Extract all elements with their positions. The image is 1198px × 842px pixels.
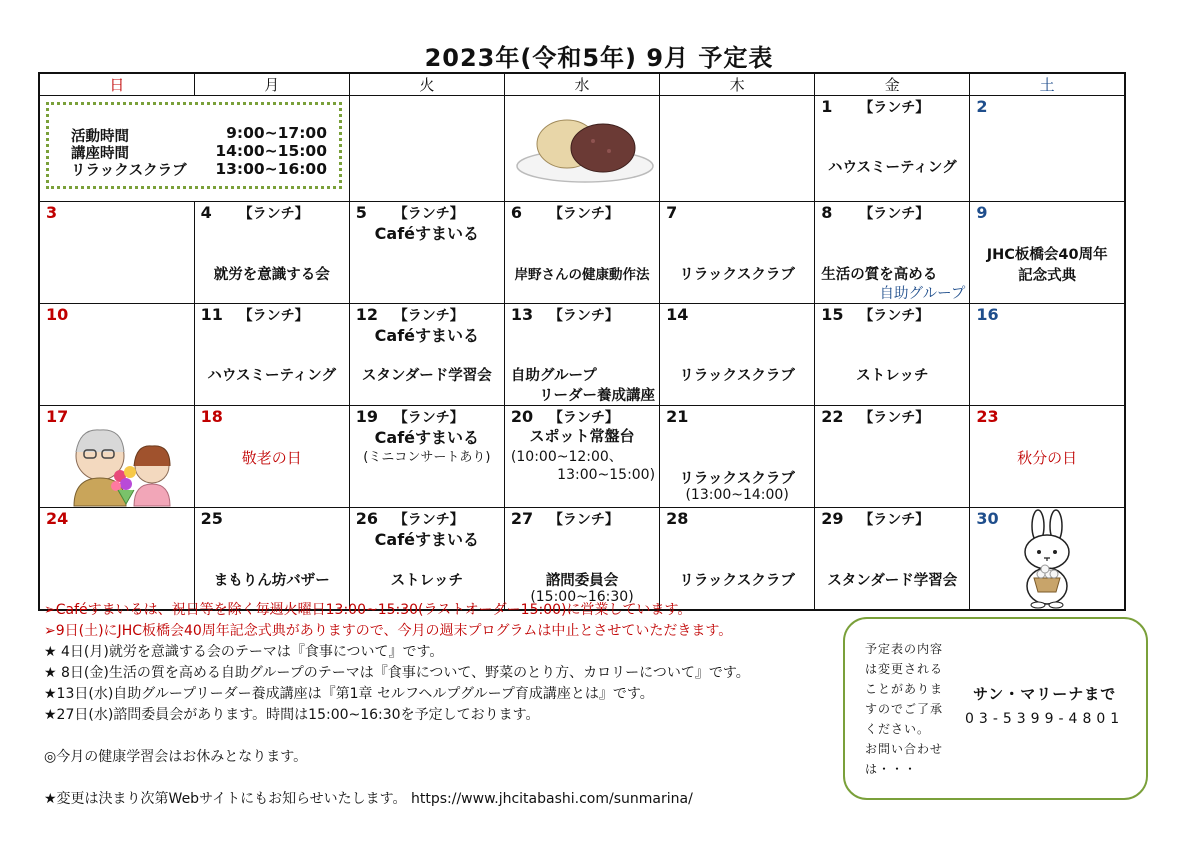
day-cell-empty — [349, 96, 504, 202]
day-number: 21 — [666, 407, 689, 426]
day-cell — [504, 406, 659, 508]
note-line — [44, 726, 750, 747]
contact-line: は・・・ — [865, 762, 918, 776]
event-label: 諮問委員会 — [545, 573, 619, 589]
lunch-label: 【ランチ】 — [548, 308, 619, 324]
week-row — [39, 96, 1125, 202]
day-number: 25 — [200, 509, 223, 528]
weekday-mon: 月 — [194, 73, 349, 96]
info-value: 9:00~17:00 — [226, 124, 327, 142]
event-label: 岸野さんの健康動作法 — [514, 267, 650, 283]
day-cell — [39, 508, 194, 611]
week-row — [39, 304, 1125, 406]
event-label: スタンダード学習会 — [361, 368, 492, 384]
day-cell — [815, 406, 970, 508]
cafe-label: Caféすまいる — [374, 326, 480, 345]
event-label: リラックスクラブ — [679, 267, 795, 283]
day-number: 12 — [355, 305, 379, 324]
weekday-thu: 木 — [660, 73, 815, 96]
event-label: まもりん坊バザー — [213, 573, 330, 589]
day-cell — [660, 304, 815, 406]
event-label: スタンダード学習会 — [827, 573, 958, 589]
day-number: 2 — [976, 97, 988, 116]
day-cell — [660, 406, 815, 508]
day-number: 8 — [821, 203, 833, 222]
contact-phone: 03-5399-4801 — [965, 711, 1125, 727]
day-cell — [194, 406, 349, 508]
event-label: JHC板橋会40周年 — [986, 247, 1108, 263]
lunch-label: 【ランチ】 — [548, 512, 619, 528]
day-cell — [504, 304, 659, 406]
week-row — [39, 202, 1125, 304]
lunch-label: 【ランチ】 — [859, 512, 930, 528]
day-number: 10 — [46, 305, 69, 324]
day-cell — [194, 202, 349, 304]
lunch-label: 【ランチ】 — [859, 410, 930, 426]
event-note: (10:00~12:00、 — [510, 449, 623, 465]
day-cell — [970, 304, 1125, 406]
hours-box — [46, 102, 342, 189]
lunch-label: 【ランチ】 — [238, 308, 309, 324]
lunch-label: 【ランチ】 — [393, 206, 464, 222]
event-label: ストレッチ — [856, 368, 929, 384]
note-line: ➢Caféすまいるは、祝日等を除く毎週火曜日13:00~15:30(ラストオーダー15:00)に営業しています。 — [44, 602, 692, 618]
event-label: ハウスミーティング — [207, 368, 337, 384]
weekday-wed: 水 — [504, 73, 659, 96]
holiday-label: 敬老の日 — [241, 449, 302, 467]
lunch-label: 【ランチ】 — [859, 308, 930, 324]
event-label: ハウスミーティング — [827, 160, 957, 176]
event-label: リラックスクラブ — [679, 368, 795, 384]
note-line: ★13日(水)自助グループリーダー養成講座は『第1章 セルフヘルプグループ育成講座とは』です。 — [44, 686, 654, 702]
day-number: 26 — [355, 509, 379, 528]
day-number: 3 — [46, 203, 58, 222]
day-cell — [815, 508, 970, 611]
day-number: 15 — [821, 305, 844, 324]
event-note: (15:00~16:30) — [530, 589, 634, 605]
week-row — [39, 406, 1125, 508]
weekday-tue: 火 — [349, 73, 504, 96]
event-label: リラックスクラブ — [679, 573, 795, 589]
lunch-label: 【ランチ】 — [393, 410, 464, 426]
day-number: 22 — [821, 407, 844, 426]
day-number: 9 — [976, 203, 988, 222]
note-line — [44, 768, 750, 789]
day-number: 23 — [976, 407, 999, 426]
day-number: 20 — [510, 407, 534, 426]
holiday-label: 秋分の日 — [1017, 449, 1078, 467]
event-label: 自助グループ — [879, 286, 966, 302]
day-number: 7 — [666, 203, 678, 222]
day-cell — [970, 508, 1125, 611]
day-cell — [194, 508, 349, 611]
notes-list — [44, 600, 750, 810]
lunch-label: 【ランチ】 — [548, 410, 619, 426]
day-number: 28 — [666, 509, 689, 528]
contact-line: ください。 — [865, 722, 931, 736]
day-number: 29 — [821, 509, 844, 528]
day-cell — [349, 304, 504, 406]
contact-line: お問い合わせ — [865, 742, 944, 756]
info-label: 活動時間 — [71, 129, 129, 145]
day-cell — [39, 304, 194, 406]
info-label: リラックスクラブ — [71, 163, 187, 179]
lunch-label: 【ランチ】 — [859, 206, 930, 222]
info-cell — [39, 96, 349, 202]
event-label: 就労を意識する会 — [213, 267, 330, 283]
day-cell — [39, 202, 194, 304]
day-cell — [349, 508, 504, 611]
day-number: 11 — [200, 305, 223, 324]
day-cell — [815, 96, 970, 202]
day-number: 5 — [355, 203, 367, 222]
contact-box — [843, 617, 1148, 800]
weekday-fri: 金 — [815, 73, 970, 96]
day-number: 18 — [200, 407, 223, 426]
note-line: ★27日(水)諮問委員会があります。時間は15:00~16:30を予定しております。 — [44, 707, 540, 723]
calendar — [38, 72, 1126, 611]
contact-notice — [865, 639, 953, 779]
event-label: リーダー養成講座 — [539, 388, 656, 404]
event-label: スポット常盤台 — [529, 427, 635, 445]
day-number: 16 — [976, 305, 999, 324]
day-number: 6 — [510, 203, 523, 222]
lunch-label: 【ランチ】 — [238, 206, 309, 222]
contact-name: サン・マリーナまで — [973, 685, 1117, 703]
info-label: 講座時間 — [71, 146, 129, 162]
ohagi-illustration — [505, 96, 660, 197]
day-cell — [815, 304, 970, 406]
grandparent-illustration — [40, 406, 194, 507]
note-line: ★変更は決まり次第Webサイトにもお知らせいたします。 https://www.jhcitabashi.com/sunmarina/ — [44, 791, 693, 807]
contact-line: は変更される — [865, 662, 944, 676]
weekday-header — [39, 73, 1125, 96]
day-cell-empty — [660, 96, 815, 202]
page-title: 2023年(令和5年) 9月 予定表 — [424, 44, 774, 72]
cafe-label: Caféすまいる — [374, 428, 480, 447]
event-label: リラックスクラブ — [679, 471, 795, 487]
day-cell — [349, 202, 504, 304]
contact-line: ことがありま — [865, 682, 944, 696]
lunch-label: 【ランチ】 — [393, 308, 464, 324]
cafe-label: Caféすまいる — [374, 530, 480, 549]
day-cell — [39, 406, 194, 508]
event-note: (ミニコンサートあり) — [363, 450, 491, 465]
day-number: 13 — [510, 305, 534, 324]
day-number: 4 — [200, 203, 212, 222]
day-number: 19 — [355, 407, 379, 426]
event-label: ストレッチ — [390, 573, 464, 589]
lunch-label: 【ランチ】 — [548, 206, 619, 222]
lunch-label: 【ランチ】 — [859, 100, 930, 116]
day-cell — [970, 96, 1125, 202]
note-line: ➢9日(土)にJHC板橋会40周年記念式典がありますので、今月の週末プログラムは中止とさせていただきます。 — [44, 623, 733, 639]
note-line: ◎今月の健康学習会はお休みとなります。 — [44, 749, 308, 765]
weekday-sat: 土 — [970, 73, 1125, 96]
contact-line: 予定表の内容 — [865, 642, 944, 656]
info-value: 14:00~15:00 — [215, 142, 327, 160]
day-number: 14 — [666, 305, 689, 324]
day-cell — [349, 406, 504, 508]
event-label: 生活の質を高める — [821, 267, 938, 283]
weekday-sun: 日 — [39, 73, 194, 96]
day-cell — [660, 202, 815, 304]
event-label: 自助グループ — [510, 368, 597, 384]
day-cell — [970, 406, 1125, 508]
day-cell — [504, 508, 659, 611]
info-value: 13:00~16:00 — [215, 160, 327, 178]
lunch-label: 【ランチ】 — [393, 512, 464, 528]
day-number: 27 — [510, 509, 534, 528]
cafe-label: Caféすまいる — [374, 224, 480, 243]
event-note: (13:00~14:00) — [685, 487, 789, 503]
day-cell — [504, 202, 659, 304]
day-cell — [815, 202, 970, 304]
day-cell-empty — [504, 96, 659, 202]
week-row — [39, 508, 1125, 611]
event-note: 13:00~15:00) — [557, 467, 656, 483]
day-number: 17 — [46, 407, 69, 426]
day-cell — [660, 508, 815, 611]
note-line: ★ 4日(月)就労を意識する会のテーマは『食事について』です。 — [44, 644, 444, 660]
day-cell — [194, 304, 349, 406]
day-number: 30 — [976, 509, 999, 528]
day-cell — [970, 202, 1125, 304]
rabbit-illustration — [970, 508, 1124, 609]
day-number: 1 — [821, 97, 833, 116]
event-label: 記念式典 — [1018, 268, 1077, 284]
contact-line: すのでご了承 — [865, 702, 944, 716]
note-line: ★ 8日(金)生活の質を高める自助グループのテーマは『食事について、野菜のとり方、カロリーについて』です。 — [44, 665, 750, 681]
day-number: 24 — [46, 509, 69, 528]
